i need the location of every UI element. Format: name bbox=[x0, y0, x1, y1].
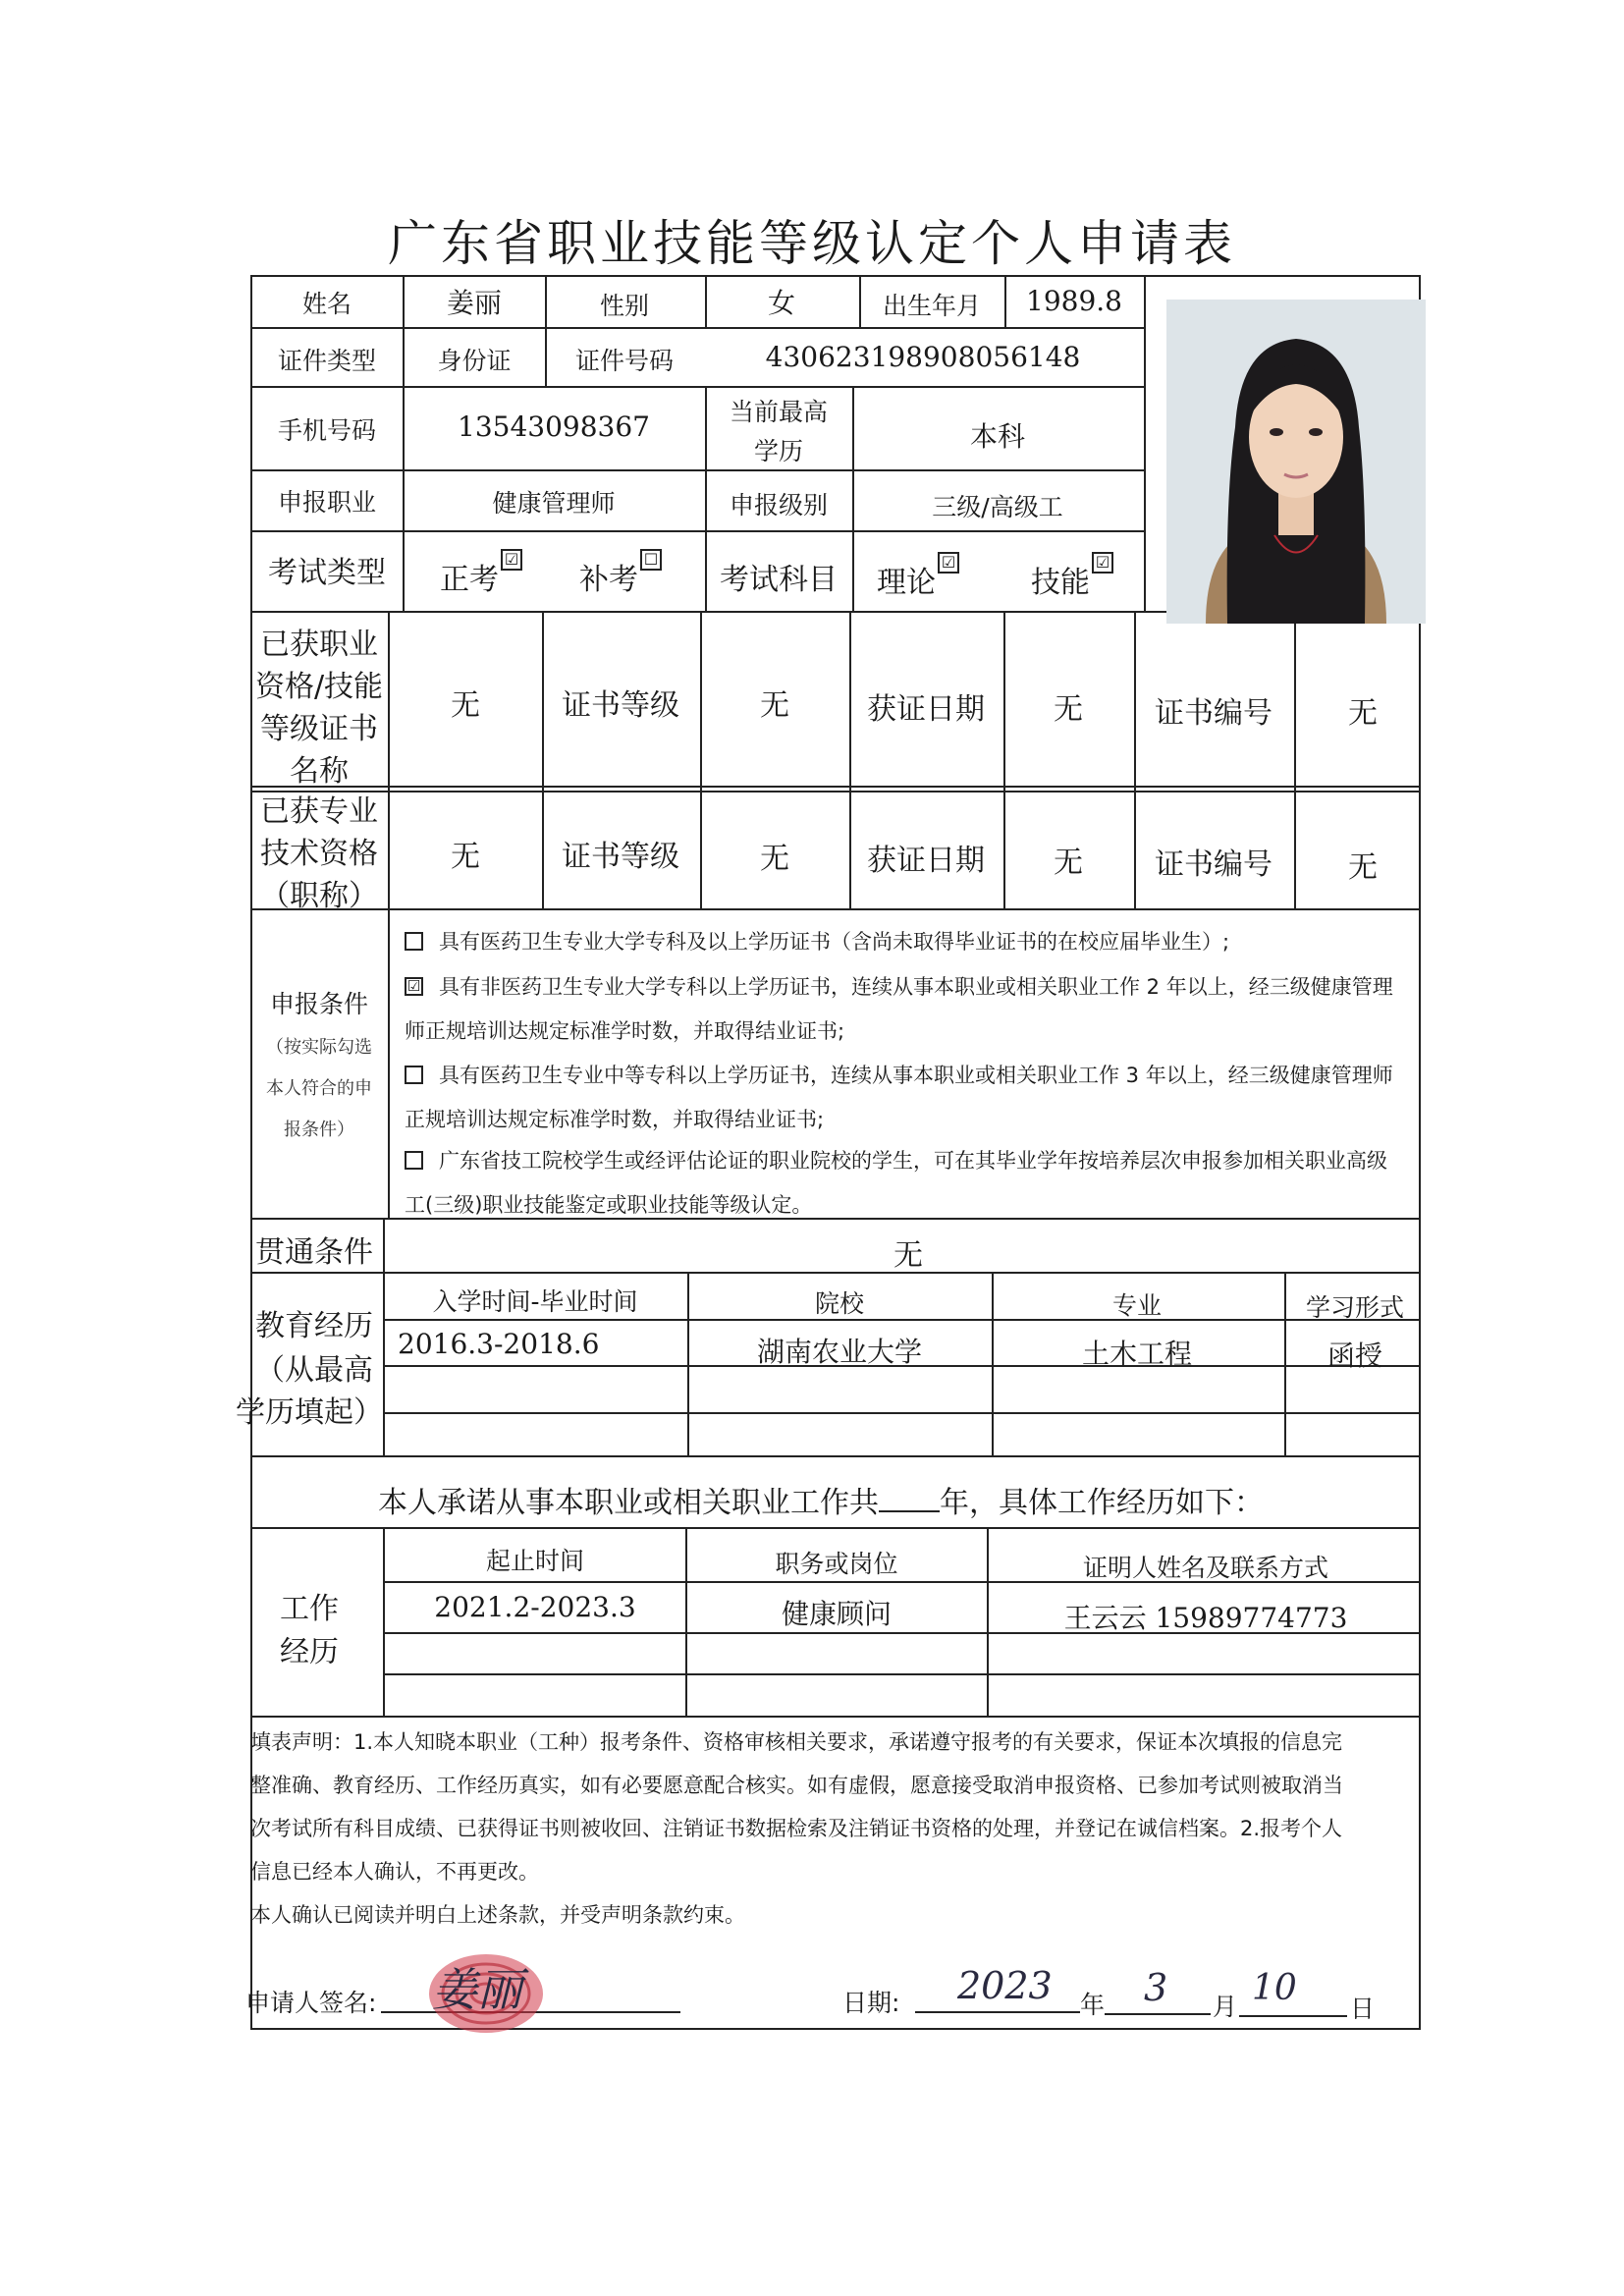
label-vocational-cert bbox=[255, 624, 383, 793]
conditions-note-1: （按实际勾选 bbox=[266, 1037, 372, 1058]
label-work-1: 工作 bbox=[280, 1592, 339, 1626]
edu-row-major: 土木工程 bbox=[1081, 1338, 1193, 1370]
exam-retake-option[interactable] bbox=[579, 550, 662, 598]
label-through: 贯通条件 bbox=[255, 1235, 373, 1270]
edu-row-mode: 函授 bbox=[1326, 1339, 1383, 1372]
label-professional-cert bbox=[260, 791, 378, 917]
label-occupation: 申报职业 bbox=[277, 488, 377, 517]
professional-cert-date: 无 bbox=[1054, 846, 1083, 880]
professional-cert-name: 无 bbox=[451, 840, 480, 874]
exam-retake-label: 补考 bbox=[579, 563, 638, 597]
conditions-note-3: 报条件） bbox=[284, 1120, 354, 1140]
condition-item-4 bbox=[405, 1139, 1406, 1228]
label-exam-subject: 考试科目 bbox=[720, 563, 838, 597]
professional-cert-date-label: 获证日期 bbox=[867, 844, 985, 878]
work-row-witness: 王云云 15989774773 bbox=[1063, 1602, 1348, 1634]
vocational-cert-level: 无 bbox=[760, 688, 789, 723]
portrait-image bbox=[1166, 300, 1426, 624]
edu-row-school: 湖南农业大学 bbox=[756, 1336, 923, 1368]
label-vocational-cert-3: 等级证书 bbox=[259, 712, 378, 746]
work-promise bbox=[378, 1478, 1264, 1521]
year-line bbox=[915, 2011, 1080, 2013]
value-gender: 女 bbox=[767, 287, 796, 319]
value-birth: 1989.8 bbox=[1026, 285, 1122, 317]
label-vocational-cert-1: 已获职业 bbox=[259, 628, 378, 662]
label-professional-cert-3: （职称） bbox=[260, 879, 378, 913]
value-name: 姜丽 bbox=[446, 287, 503, 319]
value-education: 本科 bbox=[969, 420, 1026, 453]
condition-4-checkbox[interactable] bbox=[405, 1151, 423, 1170]
label-year: 年 bbox=[1080, 1991, 1106, 2019]
signature-day: 10 bbox=[1252, 1968, 1297, 2008]
value-phone: 13543098367 bbox=[458, 410, 650, 443]
label-vocational-cert-4: 名称 bbox=[289, 754, 349, 789]
condition-1-text: 具有医药卫生专业大学专科及以上学历证书（含尚未取得毕业证书的在校应届毕业生）; bbox=[439, 930, 1230, 954]
label-work-2: 经历 bbox=[280, 1635, 339, 1669]
condition-3-text: 具有医药卫生专业中等专科以上学历证书，连续从事本职业或相关职业工作 3 年以上，经三级健康管理师正规培训达规定标准学时数，并取得结业证书; bbox=[405, 1064, 1393, 1131]
signature-month: 3 bbox=[1144, 1966, 1168, 2009]
skill-label: 技能 bbox=[1031, 566, 1090, 600]
skill-option[interactable] bbox=[1031, 553, 1113, 601]
education-note-2: 学历填起） bbox=[236, 1395, 383, 1430]
theory-label: 理论 bbox=[877, 566, 936, 600]
label-vocational-cert-2: 资格/技能 bbox=[254, 670, 384, 704]
condition-1-checkbox[interactable] bbox=[405, 932, 423, 951]
declaration-line-3: 次考试所有科目成绩、已获得证书则被收回、注销证书数据检索及注销证书资格的处理，并登记在诚信档案。2.报考个人 bbox=[250, 1817, 1343, 1840]
work-years-blank[interactable] bbox=[879, 1485, 940, 1512]
vocational-cert-level-label: 证书等级 bbox=[562, 688, 679, 723]
label-gender: 性别 bbox=[599, 292, 650, 320]
skill-checkbox[interactable]: ☑ bbox=[1092, 552, 1113, 574]
signature-year: 2023 bbox=[957, 1964, 1053, 2007]
work-promise-text-b: 年，具体工作经历如下： bbox=[940, 1486, 1264, 1520]
condition-3-checkbox[interactable] bbox=[405, 1066, 423, 1084]
label-id-number: 证件号码 bbox=[574, 347, 675, 375]
declaration-line-1: 填表声明：1.本人知晓本职业（工种）报考条件、资格审核相关要求，承诺遵守报考的有关要求，保证本次填报的信息完 bbox=[250, 1730, 1343, 1754]
value-id-type: 身份证 bbox=[437, 347, 512, 375]
declaration-line-2: 整准确、教育经历、工作经历真实，如有必要愿意配合核实。如有虚假，愿意接受取消申报资格、已参加考试则被取消当 bbox=[250, 1774, 1343, 1797]
label-month: 月 bbox=[1213, 1993, 1238, 2021]
declaration-confirm: 本人确认已阅读并明白上述条款，并受声明条款约束。 bbox=[250, 1903, 745, 1927]
page-title: 广东省职业技能等级认定个人申请表 bbox=[388, 215, 1236, 272]
label-level: 申报级别 bbox=[729, 491, 829, 519]
work-row-time: 2021.2-2023.3 bbox=[434, 1591, 636, 1623]
vocational-cert-date: 无 bbox=[1054, 692, 1083, 727]
label-id-type: 证件类型 bbox=[277, 347, 377, 375]
label-education-history: 教育经历 bbox=[255, 1309, 373, 1343]
label-conditions: 申报条件 bbox=[269, 990, 369, 1018]
professional-cert-number-label: 证书编号 bbox=[1155, 847, 1272, 882]
theory-option[interactable] bbox=[877, 553, 959, 601]
label-signature: 申请人签名: bbox=[245, 1989, 377, 2017]
exam-normal-checkbox[interactable]: ☑ bbox=[501, 549, 522, 571]
exam-normal-label: 正考 bbox=[440, 563, 499, 597]
label-name: 姓名 bbox=[301, 290, 352, 318]
professional-cert-level-label: 证书等级 bbox=[562, 840, 679, 874]
label-education-2: 学历 bbox=[753, 437, 804, 465]
work-header-witness: 证明人姓名及联系方式 bbox=[1082, 1554, 1329, 1582]
label-phone: 手机号码 bbox=[277, 416, 377, 445]
label-education-1: 当前最高 bbox=[729, 398, 829, 426]
value-level: 三级/高级工 bbox=[932, 493, 1063, 521]
exam-normal-option[interactable] bbox=[440, 550, 522, 598]
condition-item-1 bbox=[405, 920, 1406, 964]
vocational-cert-number-label: 证书编号 bbox=[1155, 696, 1272, 731]
education-note-1: （从最高 bbox=[255, 1353, 373, 1388]
label-birth: 出生年月 bbox=[882, 292, 982, 320]
edu-row-time: 2016.3-2018.6 bbox=[398, 1328, 600, 1360]
label-date: 日期: bbox=[842, 1989, 900, 2017]
label-professional-cert-2: 技术资格 bbox=[260, 837, 378, 871]
edu-header-school: 院校 bbox=[814, 1289, 865, 1318]
work-header-position: 职务或岗位 bbox=[775, 1550, 898, 1578]
value-occupation: 健康管理师 bbox=[492, 489, 616, 518]
work-row-position: 健康顾问 bbox=[781, 1598, 893, 1630]
professional-cert-number: 无 bbox=[1348, 850, 1378, 885]
edu-header-time: 入学时间-毕业时间 bbox=[432, 1287, 638, 1316]
work-header-time: 起止时间 bbox=[485, 1547, 585, 1575]
day-line bbox=[1239, 2015, 1347, 2017]
condition-2-text: 具有非医药卫生专业大学专科以上学历证书，连续从事本职业或相关职业工作 2 年以上，经三级健康管理师正规培训达规定标准学时数，并取得结业证书; bbox=[405, 975, 1393, 1043]
condition-item-2 bbox=[405, 965, 1406, 1054]
month-line bbox=[1105, 2013, 1211, 2015]
label-exam-type: 考试类型 bbox=[268, 556, 386, 590]
theory-checkbox[interactable]: ☑ bbox=[938, 552, 959, 574]
exam-retake-checkbox[interactable]: ☐ bbox=[640, 549, 662, 571]
condition-2-checkbox[interactable]: ☑ bbox=[405, 977, 423, 996]
vocational-cert-number: 无 bbox=[1348, 696, 1378, 731]
edu-header-major: 专业 bbox=[1111, 1291, 1163, 1320]
condition-item-3 bbox=[405, 1054, 1406, 1142]
applicant-photo bbox=[1166, 300, 1426, 624]
value-id-number: 430623198908056148 bbox=[765, 341, 1081, 373]
label-professional-cert-1: 已获专业 bbox=[260, 794, 378, 829]
vocational-cert-name: 无 bbox=[451, 688, 480, 723]
conditions-note-2: 本人符合的申 bbox=[266, 1078, 372, 1099]
edu-header-mode: 学习形式 bbox=[1305, 1293, 1405, 1322]
work-promise-text-a: 本人承诺从事本职业或相关职业工作共 bbox=[378, 1486, 879, 1520]
applicant-signature: 姜丽 bbox=[432, 1963, 522, 2016]
label-day: 日 bbox=[1350, 1995, 1376, 2023]
condition-4-text: 广东省技工院校学生或经评估论证的职业院校的学生，可在其毕业学年按培养层次申报参加相关职业高级工(三级)职业技能鉴定或职业技能等级认定。 bbox=[405, 1149, 1387, 1217]
declaration-line-4: 信息已经本人确认，不再更改。 bbox=[250, 1860, 539, 1884]
professional-cert-level: 无 bbox=[760, 842, 789, 876]
vocational-cert-date-label: 获证日期 bbox=[867, 692, 985, 727]
through-value: 无 bbox=[893, 1238, 923, 1273]
